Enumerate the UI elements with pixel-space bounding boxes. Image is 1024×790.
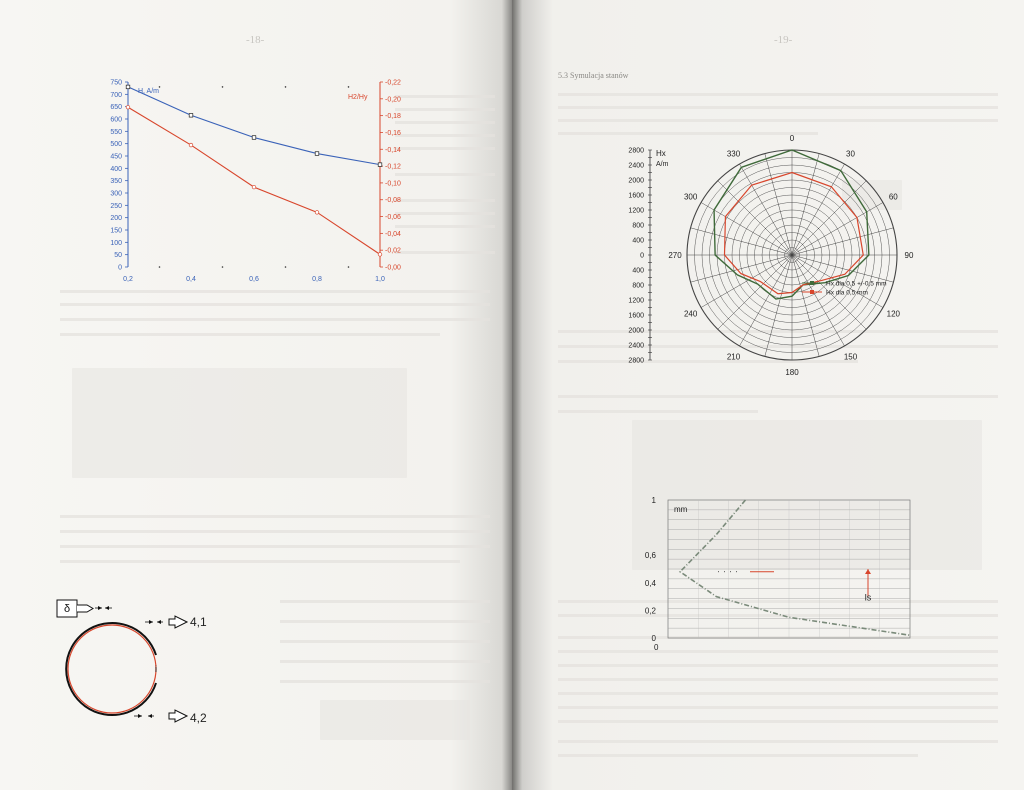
legend-label: Hx dla 0,5 +/-0,5 mm bbox=[826, 280, 887, 288]
polar-spoke bbox=[792, 255, 819, 356]
polar-spoke bbox=[792, 154, 819, 255]
series-point bbox=[252, 136, 256, 140]
angle-label: 90 bbox=[904, 251, 914, 260]
series-point bbox=[252, 185, 256, 189]
radial-tick-label: 2800 bbox=[628, 357, 644, 365]
series-point bbox=[378, 253, 382, 257]
x-minor-dot bbox=[348, 266, 350, 268]
y-tick-label: 700 bbox=[110, 91, 122, 99]
radial-tick-label: 1200 bbox=[628, 207, 644, 215]
polar-spoke bbox=[792, 203, 883, 256]
series-line-0 bbox=[128, 87, 380, 165]
arrow1-icon bbox=[169, 616, 187, 628]
y-tick-label: 650 bbox=[110, 104, 122, 112]
series-point bbox=[189, 143, 193, 147]
y2-tick-label: -0,12 bbox=[385, 163, 401, 171]
legend-label: Hx dla 0,5 mm bbox=[826, 289, 868, 297]
polar-spoke bbox=[765, 154, 792, 255]
radial-tick-label: 2400 bbox=[628, 162, 644, 170]
y-tick-label: 0,4 bbox=[644, 578, 656, 588]
y-tick-label: 150 bbox=[110, 227, 122, 235]
top-minor-dot bbox=[348, 86, 350, 88]
delta-arrow bbox=[77, 605, 93, 612]
legend-marker bbox=[810, 290, 814, 294]
profile-line bbox=[680, 500, 910, 635]
right-page-header: 5.3 Symulacja stanów bbox=[558, 71, 629, 80]
radial-tick-label: 400 bbox=[632, 267, 644, 275]
right-page bbox=[512, 0, 1024, 790]
angle-label: 30 bbox=[846, 149, 855, 159]
radial-axis-unit: A/m bbox=[656, 161, 669, 168]
y2-tick-label: -0,20 bbox=[385, 96, 401, 104]
x-minor-dot bbox=[285, 266, 287, 268]
y2-tick-label: -0,00 bbox=[385, 264, 401, 272]
y-axis-label: H, A/m bbox=[138, 88, 160, 96]
series-point bbox=[315, 152, 319, 156]
angle-label: 210 bbox=[726, 352, 741, 362]
y-tick-label: 0 bbox=[651, 634, 656, 643]
angle-label: 150 bbox=[843, 352, 858, 362]
left-page-number: -18- bbox=[246, 34, 265, 46]
x-minor-dot bbox=[159, 266, 161, 268]
y-tick-label: 250 bbox=[110, 202, 122, 210]
polar-spoke bbox=[792, 164, 845, 255]
top-minor-dot bbox=[285, 86, 287, 88]
angle-label: 240 bbox=[683, 309, 698, 319]
y2-tick-label: -0,02 bbox=[385, 247, 401, 255]
delta-label: δ bbox=[63, 603, 71, 615]
polar-spoke bbox=[765, 255, 792, 356]
radial-tick-label: 1600 bbox=[628, 312, 644, 320]
chart-h-vs-thickness bbox=[90, 72, 410, 292]
angle-label: 300 bbox=[683, 192, 698, 202]
series-point bbox=[378, 163, 382, 167]
polar-series-1 bbox=[725, 173, 864, 294]
y2-tick-label: -0,04 bbox=[385, 230, 401, 238]
y-tick-label: 750 bbox=[110, 79, 122, 87]
y2-tick-label: -0,08 bbox=[385, 197, 401, 205]
ring-diagram bbox=[50, 595, 230, 735]
y-tick-label: 500 bbox=[110, 141, 122, 149]
angle-label: 120 bbox=[886, 309, 901, 319]
ls-annotation: ls bbox=[864, 592, 872, 603]
radial-tick-label: 400 bbox=[632, 237, 644, 245]
y-tick-label: 350 bbox=[110, 178, 122, 186]
y-tick-label: 0,2 bbox=[644, 606, 656, 616]
x-tick-label: 1,0 bbox=[375, 276, 385, 283]
ls-arrow-head bbox=[865, 569, 871, 574]
arrow1-label: 4,1 bbox=[190, 615, 207, 629]
x-tick-label: 0,2 bbox=[123, 276, 133, 283]
y-tick-label: 200 bbox=[110, 215, 122, 223]
polar-spoke bbox=[701, 255, 792, 308]
x-tick-label: 0,4 bbox=[186, 276, 196, 283]
y-tick-label: 100 bbox=[110, 239, 122, 247]
series-point bbox=[189, 114, 193, 118]
angle-label: 0 bbox=[789, 134, 795, 143]
y-tick-label: 300 bbox=[110, 190, 122, 198]
radial-tick-label: 2000 bbox=[628, 327, 644, 335]
right-page-number: -19- bbox=[774, 34, 793, 46]
y-tick-label: 400 bbox=[110, 165, 122, 173]
ring-side-mark: i bbox=[155, 664, 157, 674]
polar-spoke bbox=[792, 181, 866, 255]
ring-red bbox=[68, 625, 156, 713]
y2-tick-label: -0,22 bbox=[385, 79, 401, 87]
arrow2-icon bbox=[169, 710, 187, 722]
arrow2-label: 4,2 bbox=[190, 711, 207, 725]
top-minor-dot bbox=[222, 86, 224, 88]
legend-marker bbox=[810, 281, 814, 285]
y-tick-label: 0 bbox=[118, 264, 122, 272]
y2-tick-label: -0,10 bbox=[385, 180, 401, 188]
x-minor-dot bbox=[222, 266, 224, 268]
radial-tick-label: 2800 bbox=[628, 147, 644, 155]
polar-spoke bbox=[792, 255, 893, 282]
y2-axis-label: H2/Hy bbox=[348, 93, 368, 101]
polar-spoke bbox=[740, 255, 793, 346]
angle-label: 60 bbox=[888, 192, 898, 202]
angle-label: 270 bbox=[668, 251, 682, 260]
y-tick-label: 50 bbox=[114, 252, 122, 260]
x-tick-label: 0,6 bbox=[249, 276, 259, 283]
polar-spoke bbox=[740, 164, 793, 255]
y-axis-label: mm bbox=[674, 505, 688, 514]
polar-spoke bbox=[718, 181, 792, 255]
radial-tick-label: 1600 bbox=[628, 192, 644, 200]
y2-tick-label: -0,16 bbox=[385, 129, 401, 137]
y-tick-label: 450 bbox=[110, 153, 122, 161]
x-tick-label: 0 bbox=[654, 643, 659, 652]
x-tick-label: 0,8 bbox=[312, 276, 322, 283]
radial-tick-label: 2000 bbox=[628, 177, 644, 185]
series-point bbox=[126, 105, 130, 109]
polar-spoke bbox=[718, 255, 792, 329]
series-line-1 bbox=[128, 107, 380, 254]
radial-axis-label: Hx bbox=[656, 149, 666, 158]
series-point bbox=[315, 211, 319, 215]
series-point bbox=[126, 85, 130, 89]
angle-label: 180 bbox=[785, 368, 799, 377]
polar-spoke bbox=[792, 255, 845, 346]
y-tick-label: 0,6 bbox=[644, 551, 656, 561]
chart-polar-hx bbox=[602, 130, 922, 380]
radial-tick-label: 2400 bbox=[628, 342, 644, 350]
y-tick-label: 1 bbox=[651, 496, 656, 505]
chart-thickness-profile bbox=[632, 488, 922, 658]
radial-tick-label: 0 bbox=[640, 252, 644, 260]
y-tick-label: 550 bbox=[110, 128, 122, 136]
radial-tick-label: 1200 bbox=[628, 297, 644, 305]
y2-tick-label: -0,06 bbox=[385, 214, 401, 222]
angle-label: 330 bbox=[726, 149, 741, 159]
polar-spoke bbox=[792, 228, 893, 255]
y2-tick-label: -0,18 bbox=[385, 113, 401, 121]
polar-spoke bbox=[691, 228, 792, 255]
radial-tick-label: 800 bbox=[632, 222, 644, 230]
y-tick-label: 600 bbox=[110, 116, 122, 124]
radial-tick-label: 800 bbox=[632, 282, 644, 290]
y2-tick-label: -0,14 bbox=[385, 146, 401, 154]
polar-spoke bbox=[691, 255, 792, 282]
